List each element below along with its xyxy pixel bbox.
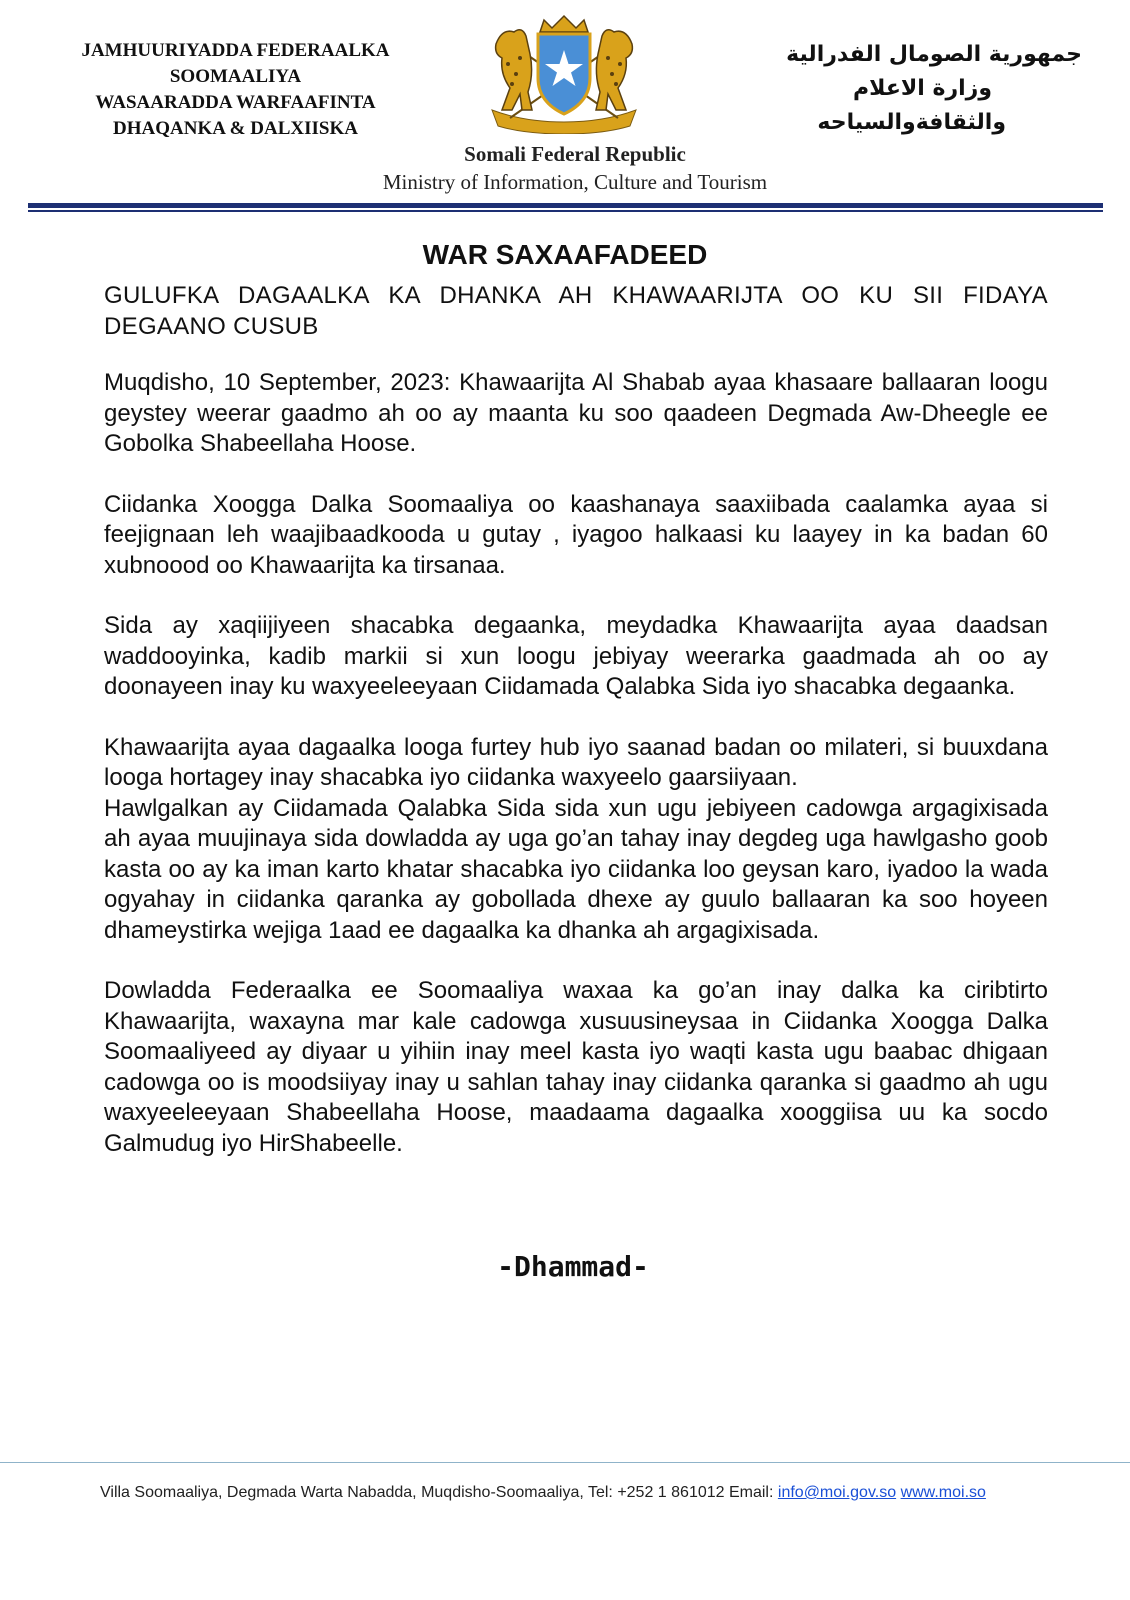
- footer-email-link[interactable]: info@moi.gov.so: [777, 1484, 897, 1501]
- footer-address: Villa Soomaaliya, Degmada Warta Nabadda, Muqdisho-Soomaaliya, Tel: +252 1 861012 Email:: [100, 1484, 774, 1501]
- header-left-block: [58, 38, 413, 142]
- ministry-name: Ministry of Information, Culture and Tourism: [382, 170, 768, 194]
- body-paragraph: Dowladda Federaalka ee Soomaaliya waxaa ka go’an inay dalka ka ciribtirto Khawaarijta, waxayna mar kale cadowga xusuusineysaa in Ciidanka Xoogga Dalka Soomaaliyeed ay diyaar u yihiin inay meel kasta iyo waqti kasta ugu baabac dhigaan cadowga oo is moodsiiyay inay u sahlan tahay inay ciidanka qaranka si gaadmo ah ugu waxyeeleeyaan Shabeellaha Hoose, maadaama dagaalka xooggiisa uu ka socdo Galmudug iyo HirShabeelle.: [104, 977, 1048, 1157]
- header-right-line: جمهورية الصومال الفدرالية: [786, 42, 1082, 67]
- body-paragraph: Khawaarijta ayaa dagaalka looga furtey hub iyo saanad badan oo milateri, si buuxdana looga hortagey inay shacabka iyo ciidanka waxyeelo gaarsiiyaan.: [104, 733, 1048, 791]
- header-right-line: وزارة الاعلام: [853, 76, 992, 101]
- header-right-block: [742, 38, 1082, 140]
- coat-of-arms-icon: [484, 14, 644, 134]
- header-divider-thick: [28, 203, 1103, 208]
- header-left-line: JAMHUURIYADDA FEDERAALKA: [81, 40, 390, 61]
- body-paragraph: Ciidanka Xoogga Dalka Soomaaliya oo kaashanaya saaxiibada caalamka ayaa si feejignaan leh waajibaadkooda u gutay , iyagoo halkaasi ku laayey in ka badan 60 xubnoood oo Khawaarijta ka tirsanaa.: [104, 490, 1048, 579]
- press-release-subtitle: GULUFKA DAGAALKA KA DHANKA AH KHAWAARIJTA OO KU SII FIDAYA DEGAANO CUSUB: [104, 282, 1048, 340]
- footer-divider: [0, 1462, 1130, 1463]
- header-left-line: SOOMAALIYA: [169, 66, 302, 87]
- body-paragraph: Sida ay xaqiijiyeen shacabka degaanka, meydadka Khawaarijta ayaa daadsan waddooyinka, kadib markii si xun loogu jebiyay weerarka gaadmada ah oo ay doonayeen inay ku waxyeeleeyaan Ciidamada Qalabka Sida iyo shacabka degaanka.: [104, 612, 1048, 700]
- header-left-line: DHAQANKA & DALXIISKA: [113, 118, 358, 139]
- press-release-body: [104, 368, 1048, 1189]
- body-paragraph: Hawlgalkan ay Ciidamada Qalabka Sida sida xun ugu jebiyeen cadowga argagixisada ah ayaa muujinaya sida dowladda ay uga go’an tahay inay degdeg uga hawlgasho goob kasta oo ay ka iman karto khatar shacabka iyo ciidanka loo geysan karo, iyadoo la wada ogyahay in ciidanka qaranka ay gobollada dhexe ay guulo ballaaran ka soo hoyeen dhameystirka wejiga 1aad ee dagaalka ka dhanka ah argagixisada.: [104, 794, 1048, 944]
- footer-website-link[interactable]: www.moi.so: [900, 1484, 986, 1501]
- organization-block: [0, 140, 1130, 196]
- body-paragraph: Muqdisho, 10 September, 2023: Khawaarijta Al Shabab ayaa khasaare ballaaran loogu geystey weerar gaadmo ah oo ay maanta ku soo qaadeen Degmada Aw-Dheegle ee Gobolka Shabeellaha Hoose.: [104, 369, 1048, 457]
- header-divider-thin: [28, 210, 1103, 212]
- header-left-line: WASAARADDA WARFAAFINTA: [95, 92, 376, 113]
- footer: [100, 1482, 1100, 1504]
- press-release-title: WAR SAXAAFADEED: [422, 239, 708, 270]
- org-name: Somali Federal Republic: [464, 142, 686, 166]
- header-right-line: والثقافةوالسياحه: [817, 110, 1006, 135]
- closing-mark: -Dhammad-: [497, 1250, 649, 1283]
